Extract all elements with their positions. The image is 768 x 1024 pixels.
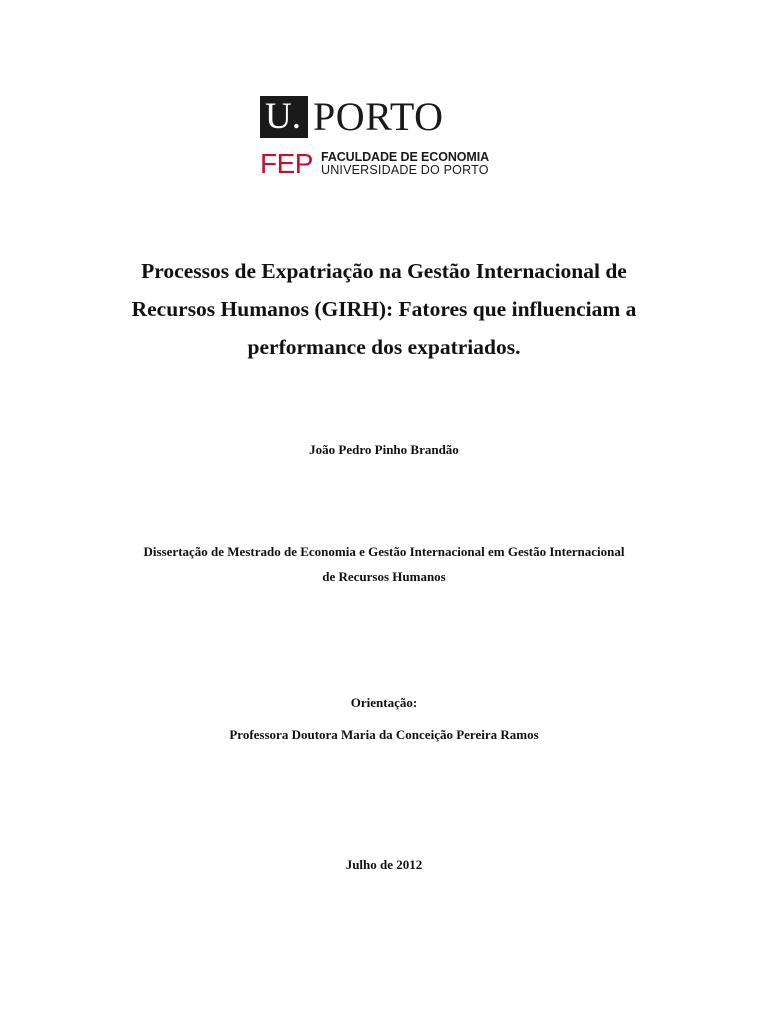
submission-date: Julho de 2012 [345, 857, 423, 872]
logo-u-mark: U. [260, 96, 308, 138]
dissertation-description [80, 539, 688, 589]
dissertation-line: de Recursos Humanos [322, 569, 446, 584]
thesis-title-line: Processos de Expatriação na Gestão Internacional de [141, 259, 627, 283]
logo-faculty-name [321, 151, 489, 177]
logo-porto-wordmark: PORTO [313, 94, 444, 139]
dissertation-line: Dissertação de Mestrado de Economia e Gestão Internacional em Gestão Internacional [143, 544, 625, 559]
thesis-title-line: performance dos expatriados. [247, 335, 521, 359]
university-logo [260, 96, 490, 186]
thesis-title [84, 252, 684, 366]
orientation-label: Orientação: [350, 695, 418, 710]
logo-faculty-line-1: FACULDADE DE ECONOMIA [320, 150, 490, 164]
author-name: João Pedro Pinho Brandão [309, 442, 459, 457]
logo-fep-mark: FEP [260, 148, 313, 179]
supervisor-name: Professora Doutora Maria da Conceição Pereira Ramos [229, 727, 539, 742]
thesis-title-line: Recursos Humanos (GIRH): Fatores que influenciam a [131, 297, 637, 321]
uporto-logo-row [260, 96, 444, 138]
fep-logo-row [260, 150, 489, 178]
logo-faculty-line-2: UNIVERSIDADE DO PORTO [320, 163, 489, 177]
